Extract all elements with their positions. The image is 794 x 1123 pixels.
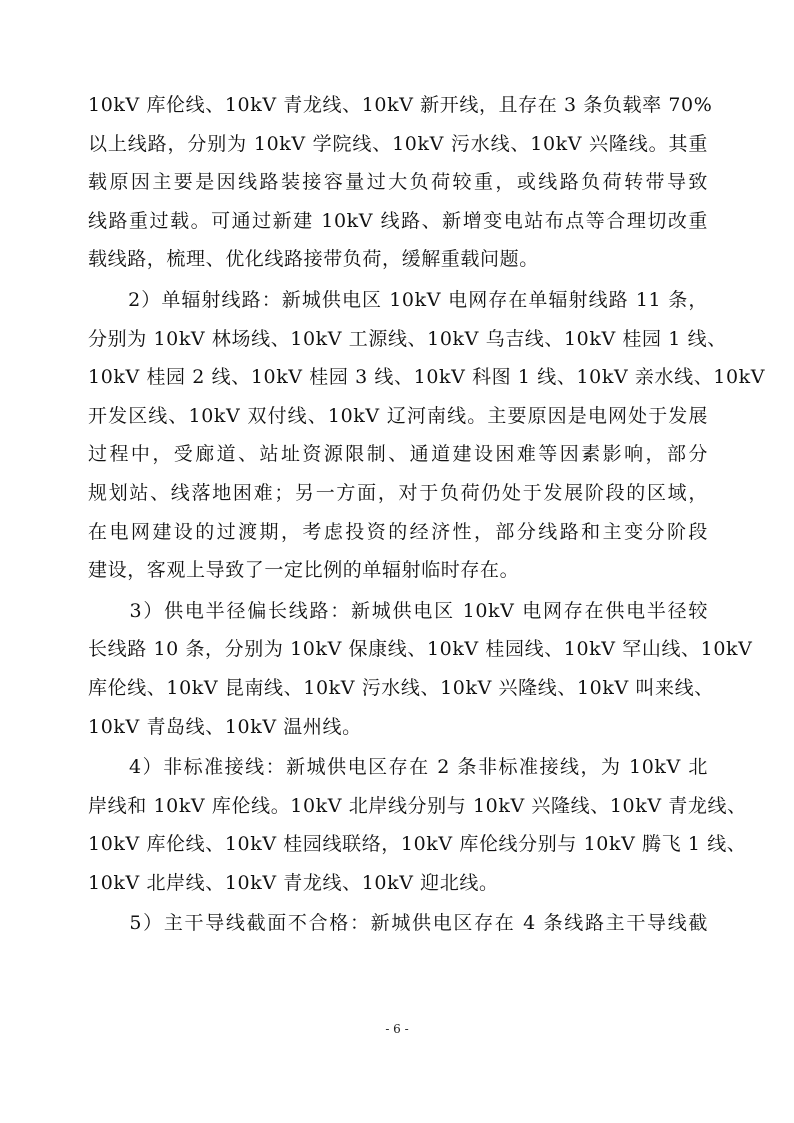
text-line: 10kV 库伦线、10kV 桂园线联络，10kV 库伦线分别与 10kV 腾飞 1 线、 <box>88 833 747 856</box>
text-line: 长线路 10 条，分别为 10kV 保康线、10kV 桂园线、10kV 罕山线、10kV <box>88 638 753 661</box>
text-line: 规划站、线落地困难；另一方面，对于负荷仍处于发展阶段的区域， <box>88 481 708 504</box>
document-body <box>88 86 766 945</box>
paragraph-non-standard-wiring <box>88 748 747 902</box>
paragraph-conductor-cross-section <box>88 904 708 943</box>
text-line: 岸线和 10kV 库伦线。10kV 北岸线分别与 10kV 兴隆线、10kV 青龙线、 <box>88 794 747 817</box>
paragraph-long-supply-radius <box>88 592 753 746</box>
text-line: 载原因主要是因线路装接容量过大负荷较重，或线路负荷转带导致 <box>88 171 708 194</box>
text-line: 在电网建设的过渡期，考虑投资的经济性，部分线路和主变分阶段 <box>88 520 708 543</box>
text-line: 线路重过载。可通过新建 10kV 线路、新增变电站布点等合理切改重 <box>88 209 708 232</box>
text-line: 建设，客观上导致了一定比例的单辐射临时存在。 <box>88 559 520 582</box>
text-line: 10kV 青岛线、10kV 温州线。 <box>88 715 362 738</box>
text-line: 3）供电半径偏长线路：新城供电区 10kV 电网存在供电半径较 <box>88 599 708 622</box>
text-line: 库伦线、10kV 昆南线、10kV 污水线、10kV 兴隆线、10kV 叫来线、 <box>88 676 714 699</box>
text-line: 开发区线、10kV 双付线、10kV 辽河南线。主要原因是电网处于发展 <box>88 404 708 427</box>
text-line: 分别为 10kV 林场线、10kV 工源线、10kV 乌吉线、10kV 桂园 1 线、 <box>88 327 727 350</box>
text-line: 过程中，受廊道、站址资源限制、通道建设困难等因素影响，部分 <box>88 443 708 466</box>
text-line: 10kV 库伦线、10kV 青龙线、10kV 新开线，且存在 3 条负载率 70% <box>88 94 713 116</box>
text-line: 5）主干导线截面不合格：新城供电区存在 4 条线路主干导线截 <box>88 912 708 935</box>
text-line: 载线路，梳理、优化线路接带负荷，缓解重载问题。 <box>88 248 539 271</box>
text-line: 10kV 北岸线、10kV 青龙线、10kV 迎北线。 <box>88 871 499 894</box>
text-line: 以上线路，分别为 10kV 学院线、10kV 污水线、10kV 兴隆线。其重 <box>88 132 708 155</box>
paragraph-overload-lines <box>88 86 713 279</box>
text-line: 2）单辐射线路：新城供电区 10kV 电网存在单辐射线路 11 条， <box>88 288 708 311</box>
text-line: 4）非标准接线：新城供电区存在 2 条非标准接线，为 10kV 北 <box>88 756 708 779</box>
text-line: 10kV 桂园 2 线、10kV 桂园 3 线、10kV 科图 1 线、10kV 亲水线、10kV <box>88 366 766 389</box>
paragraph-single-radial-lines <box>88 281 766 590</box>
page-number: - 6 - <box>385 1022 409 1036</box>
